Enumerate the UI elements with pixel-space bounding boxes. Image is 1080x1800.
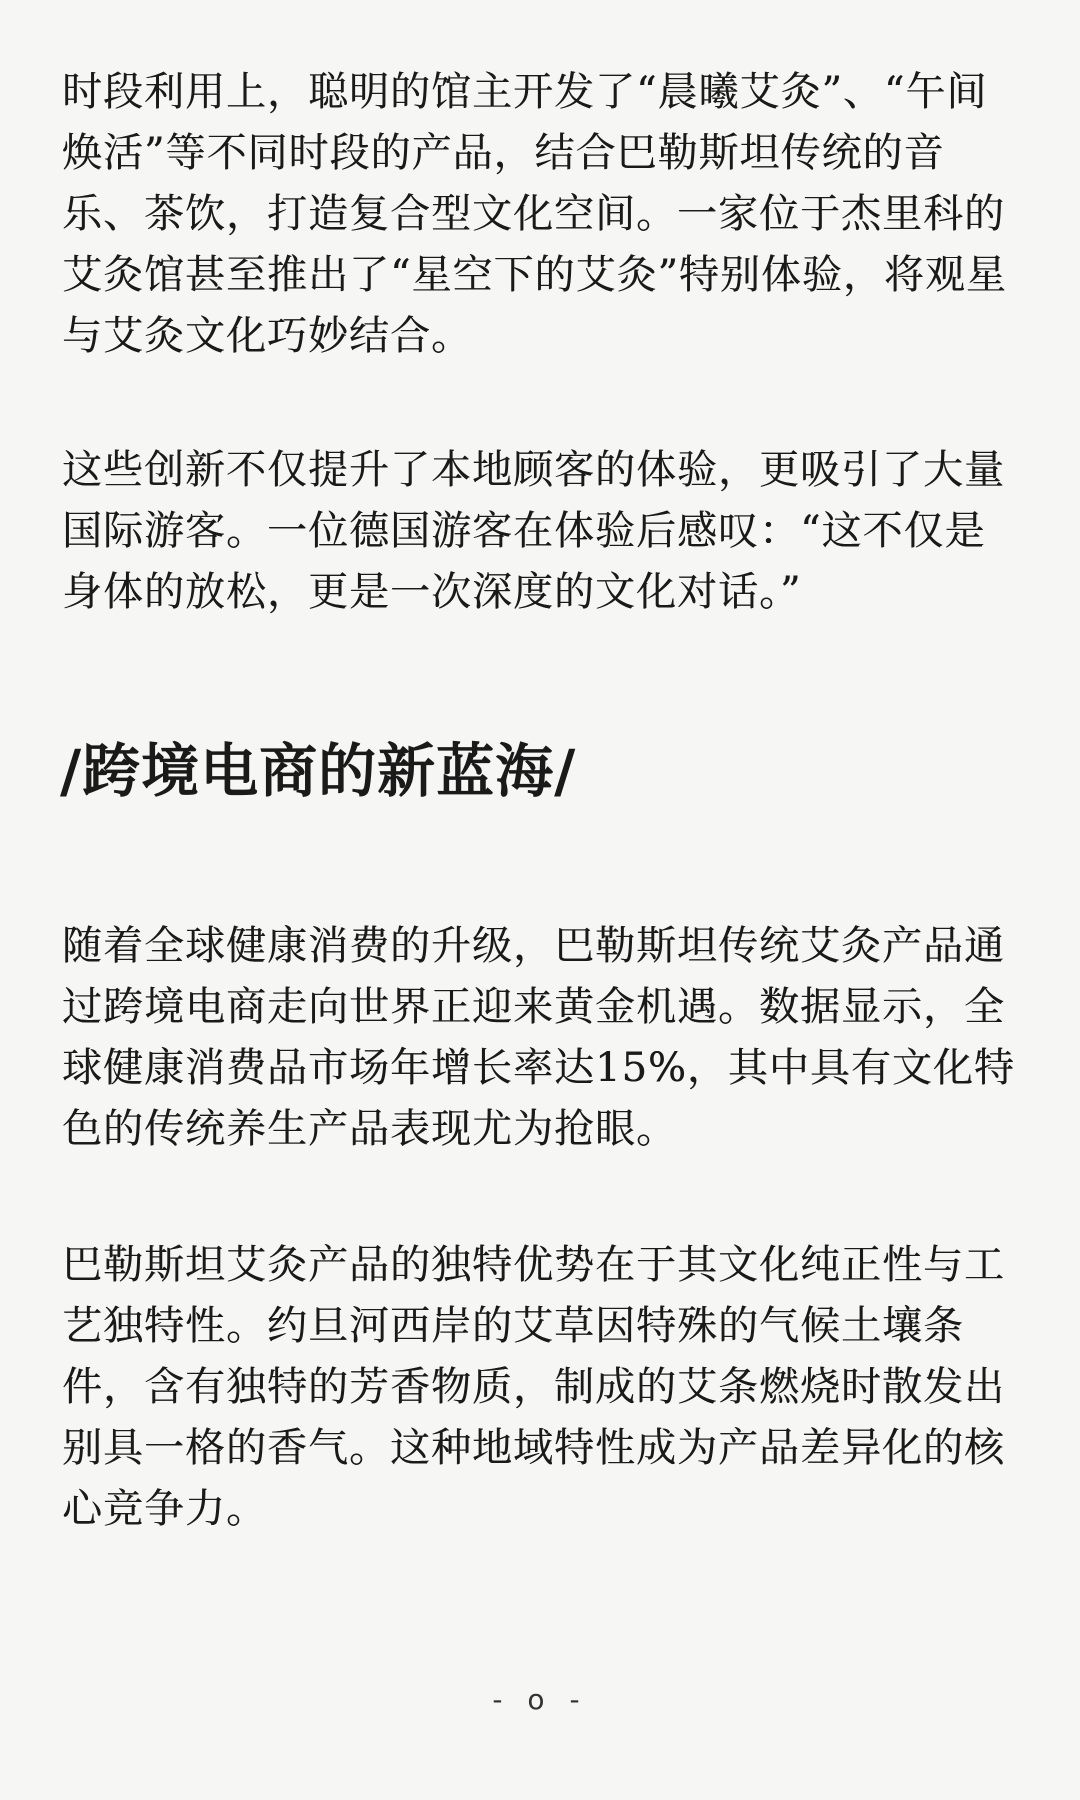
paragraph-cross-border-ecommerce: 随着全球健康消费的升级，巴勒斯坦传统艾灸产品通过跨境电商走向世界正迎来黄金机遇。数据显示，全球健康消费品市场年增长率达15%，其中具有文化特色的传统养生产品表现尤为抢眼。 (62, 923, 1015, 1152)
paragraph-international-visitors: 这些创新不仅提升了本地顾客的体验，更吸引了大量国际游客。一位德国游客在体验后感叹：“这不仅是身体的放松，更是一次深度的文化对话。” (62, 447, 1005, 615)
end-divider: - o - (492, 1683, 588, 1716)
paragraph-time-slot-products: 时段利用上，聪明的馆主开发了“晨曦艾灸”、“午间焕活”等不同时段的产品，结合巴勒斯坦传统的音乐、茶饮，打造复合型文化空间。一家位于杰里科的艾灸馆甚至推出了“星空下的艾灸”特别体验，将观星与艾灸文化巧妙结合。 (62, 69, 1007, 359)
section-heading: /跨境电商的新蓝海/ (60, 737, 577, 805)
paragraph-product-advantages: 巴勒斯坦艾灸产品的独特优势在于其文化纯正性与工艺独特性。约旦河西岸的艾草因特殊的气候土壤条件，含有独特的芳香物质，制成的艾条燃烧时散发出别具一格的香气。这种地域特性成为产品差异化的核心竞争力。 (62, 1242, 1005, 1532)
